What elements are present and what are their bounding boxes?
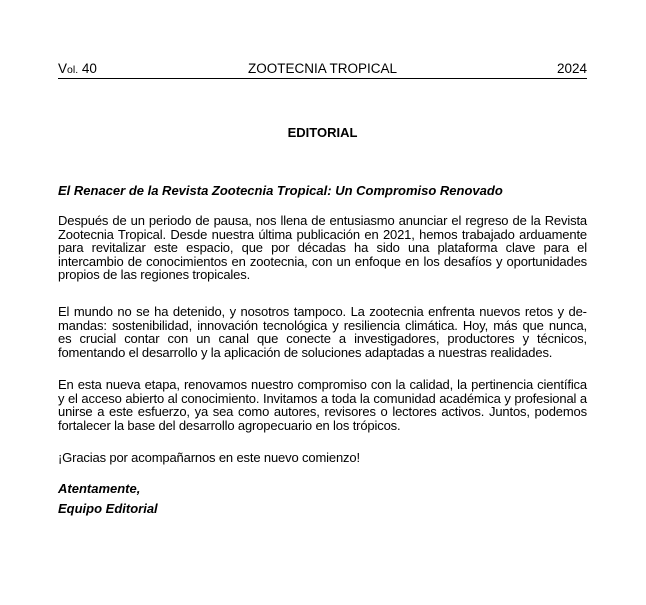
section-heading: EDITORIAL [287, 125, 358, 140]
paragraph-4: ¡Gracias por acompañarnos en este nuevo comienzo! [58, 450, 360, 465]
running-header [58, 60, 587, 79]
paragraph-3: En esta nueva etapa, renovamos nuestro compromiso con la calidad, la pertinencia científica y el acceso abierto al conocimiento. Invitamos a toda la comunidad académica y profesional a unirse a este esfuerzo, ya sea como autores, revisores o lectores activos. Juntos, podemos fortalecer la base del desarrollo agropecuario en los trópicos. [58, 377, 587, 433]
editorial-page [58, 0, 587, 605]
article-title: El Renacer de la Revista Zootecnia Tropical: Un Compromiso Renovado [58, 183, 503, 198]
paragraph-1: Después de un periodo de pausa, nos llena de entusiasmo anunciar el regreso de la Revista Zootecnia Tropical. Desde nuestra última publicación en 2021, hemos trabajado arduamente para revitalizar este espacio, que por décadas ha sido una plataforma clave para el intercambio de conocimientos en zootecnia, con un enfoque en los desafíos y oportunidades propios de las regiones tropicales. [58, 213, 587, 283]
volume-prefix-rest: ol. [67, 64, 79, 76]
publication-year: 2024 [556, 61, 587, 76]
paragraph-2: El mundo no se ha detenido, y nosotros tampoco. La zootecnia enfrenta nuevos retos y demandas: sostenibilidad, innovación tecnológica y resiliencia climática. Hoy, más que nunca, es crucial contar con un canal que conecte a investigadores, productores y técnicos, fomentando el desarrollo y la aplicación de soluciones adaptadas a nuestras realidades. [58, 304, 587, 360]
volume-prefix-initial: V [58, 61, 68, 76]
closing-salutation: Atentamente, [58, 481, 141, 496]
journal-name: ZOOTECNIA TROPICAL [247, 61, 398, 76]
volume-number: 40 [81, 61, 97, 76]
closing-signature: Equipo Editorial [58, 501, 158, 516]
